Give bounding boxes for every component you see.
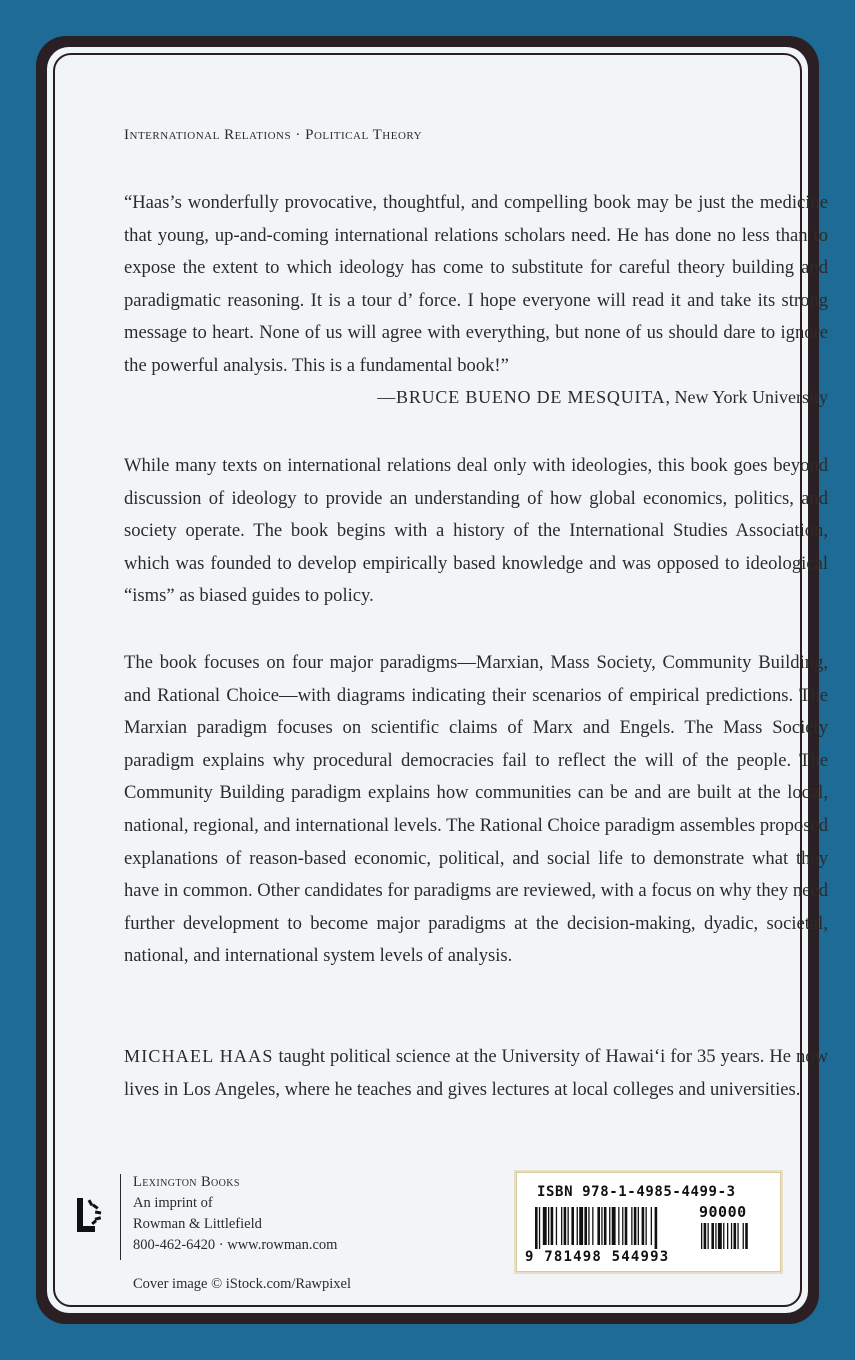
description-paragraph-2: The book focuses on four major paradigms—Marxian, Mass Society, Community Building, and Rational Choice—with diagrams indicating their scenarios of empirical predictions. The Marxian paradigm focuses on scientific claims of Marx and Engels. The Mass Society paradigm explains why procedural democracies fail to reflect the will of the people. The Community Building paradigm explains how communities can be and are built at the local, national, regional, and international levels. The Rational Choice paradigm assembles proposed explanations of reason-based economic, political, and social life to demonstrate what they have in common. Other candidates for paradigms are reviewed, with a focus on why they need further development to become major paradigms at the decision-making, dyadic, societal, national, and international system levels of analysis.: [124, 652, 828, 967]
ean-digits: 9 781498 544993: [525, 1249, 670, 1265]
cover-image-credit: Cover image © iStock.com/Rawpixel: [133, 1276, 352, 1292]
back-cover-panel: [47, 47, 828, 1313]
quote-attribution: [377, 387, 828, 408]
isbn-barcode-box: [516, 1172, 781, 1272]
publisher-imprint-line: An imprint of: [133, 1195, 213, 1211]
author-name: MICHAEL HAAS: [124, 1046, 274, 1066]
publisher-text: [133, 1172, 337, 1256]
category-label: International Relations · Political Theory: [124, 127, 423, 143]
price-code: 90000: [699, 1203, 747, 1221]
author-bio-text: taught political science at the University of Hawai‘i for 35 years. He now lives in Los Angeles, where he teaches and gives lectures at local colleges and universities.: [124, 1046, 828, 1100]
publisher-divider: [120, 1174, 121, 1260]
author-bio: [124, 1040, 828, 1106]
publisher-contact: 800-462-6420 · www.rowman.com: [133, 1237, 338, 1253]
publisher-parent: Rowman & Littlefield: [133, 1216, 262, 1232]
publisher-name: Lexington Books: [133, 1174, 240, 1190]
attribution-name: —BRUCE BUENO DE MESQUITA: [377, 387, 666, 407]
endorsement-quote: “Haas’s wonderfully provocative, thoughtful, and compelling book may be just the medicine that young, up-and-coming international relations scholars need. He has done no less than to expose the extent to which ideology has come to substitute for careful theory building and paradigmatic reasoning. It is a tour d’ force. I hope everyone will read it and take its strong message to heart. None of us will agree with everything, but none of us should dare to ignore the powerful analysis. This is a fundamental book!”: [124, 192, 828, 376]
attribution-affiliation: , New York University: [665, 387, 828, 407]
publisher-logo-icon: [77, 1198, 105, 1232]
isbn-number: ISBN 978-1-4985-4499-3: [537, 1184, 736, 1200]
description-paragraph-1: While many texts on international relations deal only with ideologies, this book goes beyond discussion of ideology to provide an understanding of how global economics, politics, and society operate. The book begins with a history of the International Studies Association, which was founded to develop empirically based knowledge and was opposed to ideological “isms” as biased guides to policy.: [124, 455, 828, 607]
